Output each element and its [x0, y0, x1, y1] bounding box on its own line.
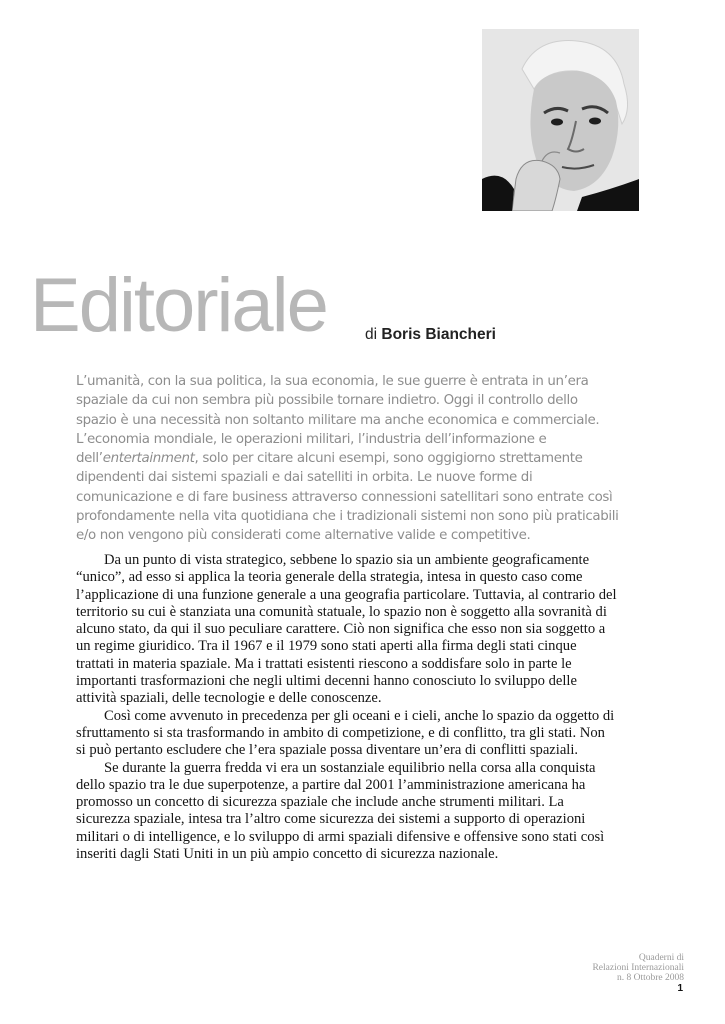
author-name: Boris Biancheri [381, 326, 496, 343]
lead-text-before: L’umanità, con la sua politica, la sua economia, le sue guerre è entrata in un’era spaziale da cui non sembra più possibile tornare indietro. Oggi il controllo dello spazio è una necessità non soltanto militare ma anche economica e commerciale. L’economia mondiale, le operazioni militari, l’industria dell’informazione e dell’ [76, 374, 600, 467]
footer-line-3: n. 8 Ottobre 2008 [616, 973, 684, 984]
byline [365, 326, 496, 344]
page-number: 1 [677, 983, 683, 994]
byline-prefix: di [365, 326, 378, 343]
footer-line-1: Quaderni di [638, 953, 684, 963]
portrait-illustration [482, 29, 639, 211]
lead-italic-word: entertainment [102, 451, 195, 467]
publication-footer [484, 953, 684, 984]
body-paragraph-3: Se durante la guerra fredda vi era un sostanziale equilibrio nella corsa alla conquista dello spazio tra le due superpotenze, a partire dal 2001 l’amministrazione americana ha promosso un concetto di sicurezza spaziale che include anche strumenti militari. La sicurezza spaziale, intesa tra l’altro come sicurezza dei sistemi a supporto di operazioni militari o di intelligence, e lo sviluppo di armi spaziali difensive e offensive sono stati così inseriti dagli Stati Uniti in un più ampio concetto di sicurezza nazionale. [76, 759, 605, 863]
article-body [76, 552, 646, 863]
page-title: Editoriale [30, 263, 327, 348]
lead-paragraph [76, 372, 636, 546]
author-portrait-photo [482, 29, 639, 211]
body-paragraph-1: Da un punto di vista strategico, sebbene lo spazio sia un ambiente geograficamente “unico”, ad esso si applica la teoria generale della strategia, intesa in questo caso come l’applicazione di una funzione generale a una geografia particolare. Tuttavia, al contrario del territorio su cui è stanziata una comunità statuale, lo spazio non è soggetto alla sovranità di alcuno stato, da qui il suo peculiare carattere. Ciò non significa che esso non sia soggetto a un regime giuridico. Tra il 1967 e il 1979 sono stati aperti alla firma degli stati cinque trattati in materia spaziale. Ma i trattati esistenti riescono a soddisfare solo in parte le importanti trasformazioni che negli ultimi decenni hanno conosciuto lo sviluppo delle attività spaziali, delle tecnologie e delle conoscenze. [76, 552, 617, 707]
title-block [30, 263, 710, 358]
lead-text-after: , solo per citare alcuni esempi, sono oggigiorno strettamente dipendenti dai sistemi spaziali e dai satelliti in orbita. Le nuove forme di comunicazione e di fare business attraverso connessioni satellitari sono entrate così profondamente nella vita quotidiana che i tradizionali sistemi non sono più praticabili e/o non vengono più considerati come alternative valide e competitive. [76, 451, 619, 544]
body-paragraph-2: Così come avvenuto in precedenza per gli oceani e i cieli, anche lo spazio da oggetto di sfruttamento si sta trasformando in ambito di competizione, e di conflitto, tra gli stati. Non si può pertanto escludere che l’era spaziale possa diventare un’era di conflitti spaziali. [76, 707, 615, 759]
footer-line-2: Relazioni Internazionali [592, 963, 684, 974]
